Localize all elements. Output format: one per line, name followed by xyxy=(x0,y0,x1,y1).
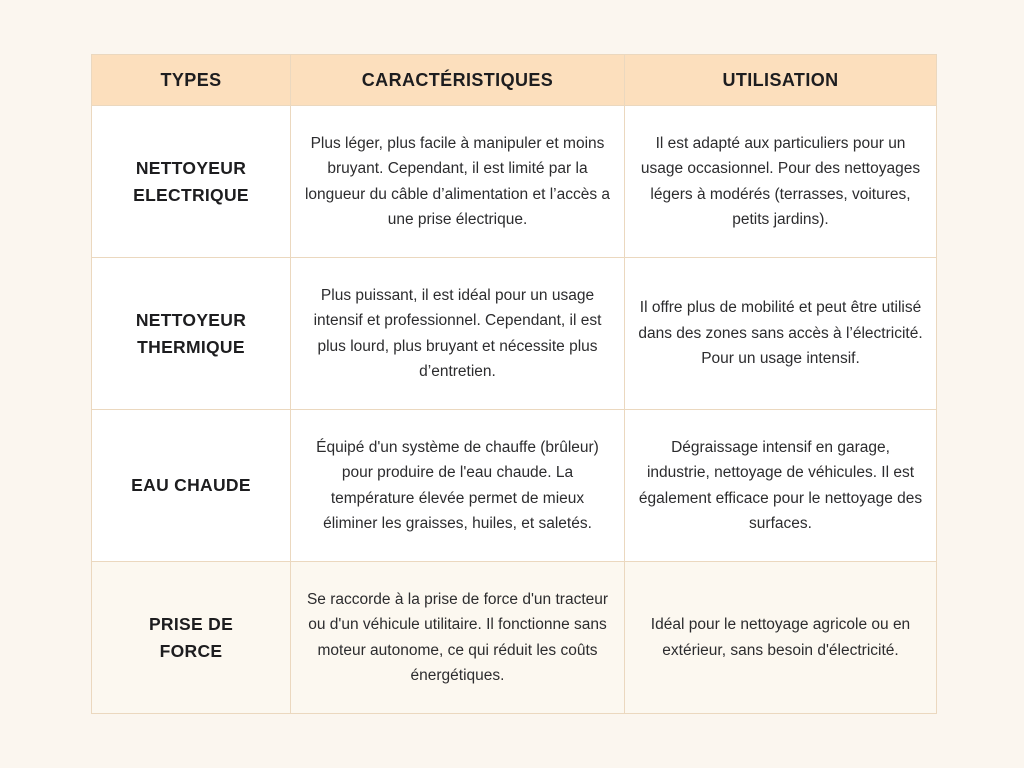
table-row-prise-de-force xyxy=(92,562,937,714)
table-row-nettoyeur-electrique xyxy=(92,106,937,258)
row-caracteristiques-text: Équipé d'un système de chauffe (brûleur) pour produire de l'eau chaude. La température élevée permet de mieux éliminer les graisses, huiles, et saletés. xyxy=(291,410,625,562)
row-utilisation-text: Dégraissage intensif en garage, industrie, nettoyage de véhicules. Il est également efficace pour le nettoyage des surfaces. xyxy=(625,410,937,562)
row-caracteristiques-text: Plus léger, plus facile à manipuler et moins bruyant. Cependant, il est limité par la longueur du câble d’alimentation et l’accès a une prise électrique. xyxy=(291,106,625,258)
pressure-washer-comparison-table xyxy=(91,54,937,714)
table-row-nettoyeur-thermique xyxy=(92,258,937,410)
column-header-utilisation: UTILISATION xyxy=(625,55,937,106)
row-caracteristiques-text: Plus puissant, il est idéal pour un usage intensif et professionnel. Cependant, il est plus lourd, plus bruyant et nécessite plus d’entretien. xyxy=(291,258,625,410)
row-type-label: NETTOYEUR THERMIQUE xyxy=(92,258,291,410)
row-utilisation-text: Idéal pour le nettoyage agricole ou en extérieur, sans besoin d'électricité. xyxy=(625,562,937,714)
row-caracteristiques-text: Se raccorde à la prise de force d'un tracteur ou d'un véhicule utilitaire. Il fonctionne sans moteur autonome, ce qui réduit les coûts énergétiques. xyxy=(291,562,625,714)
row-utilisation-text: Il est adapté aux particuliers pour un usage occasionnel. Pour des nettoyages légers à modérés (terrasses, voitures, petits jardins). xyxy=(625,106,937,258)
table-header-row xyxy=(92,55,937,106)
column-header-caracteristiques: CARACTÉRISTIQUES xyxy=(291,55,625,106)
table-row-eau-chaude xyxy=(92,410,937,562)
row-type-label: NETTOYEUR ELECTRIQUE xyxy=(92,106,291,258)
row-utilisation-text: Il offre plus de mobilité et peut être utilisé dans des zones sans accès à l’électricité. Pour un usage intensif. xyxy=(625,258,937,410)
row-type-label: PRISE DE FORCE xyxy=(92,562,291,714)
row-type-label: EAU CHAUDE xyxy=(92,410,291,562)
column-header-types: TYPES xyxy=(92,55,291,106)
